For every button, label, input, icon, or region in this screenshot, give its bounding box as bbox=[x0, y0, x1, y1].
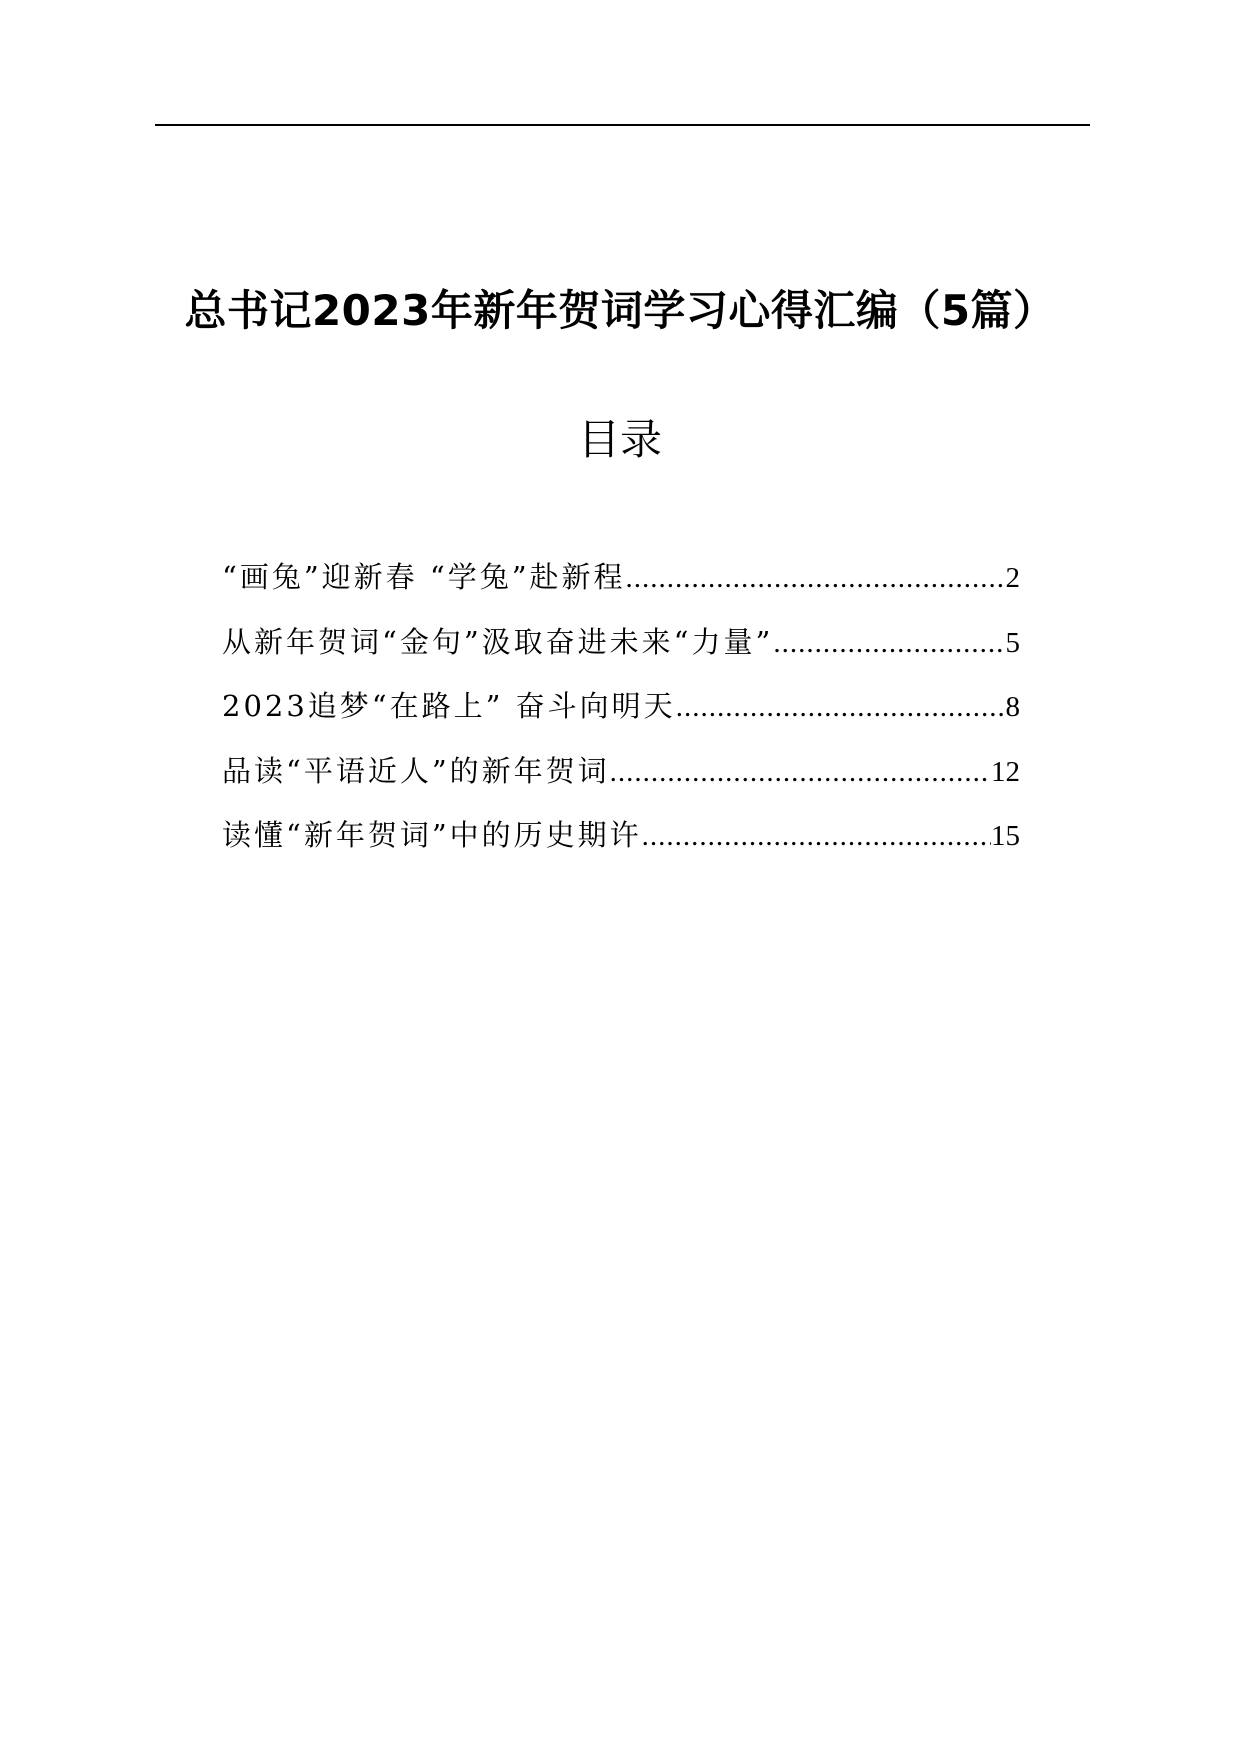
toc-dot-leader bbox=[773, 611, 1005, 676]
toc-entry[interactable] bbox=[222, 739, 1020, 804]
toc-dot-leader bbox=[626, 546, 1006, 611]
toc-entry-page: 5 bbox=[1005, 626, 1020, 659]
toc-entry-page: 8 bbox=[1005, 691, 1020, 723]
document-title: 总书记2023年新年贺词学习心得汇编（5篇） bbox=[184, 286, 1056, 335]
toc-entry[interactable] bbox=[222, 610, 1020, 675]
toc-dot-leader bbox=[642, 804, 991, 869]
toc-entry-page: 2 bbox=[1005, 562, 1020, 594]
toc-entry[interactable] bbox=[222, 803, 1020, 868]
toc-entry[interactable] bbox=[222, 545, 1020, 610]
toc-entry[interactable] bbox=[222, 674, 1020, 739]
table-of-contents bbox=[222, 545, 1020, 868]
toc-entry-page: 15 bbox=[991, 820, 1020, 852]
toc-entry-label: “画兔”迎新春 “学兔”赴新程 bbox=[222, 560, 626, 594]
toc-dot-leader bbox=[676, 675, 1006, 740]
toc-entry-page: 12 bbox=[991, 755, 1020, 788]
toc-heading: 目录 bbox=[577, 415, 662, 464]
header-rule bbox=[155, 124, 1090, 126]
toc-entry-label: 2023追梦“在路上” 奋斗向明天 bbox=[222, 689, 676, 723]
toc-entry-label: 品读“平语近人”的新年贺词 bbox=[222, 753, 610, 788]
toc-entry-label: 从新年贺词“金句”汲取奋进未来“力量” bbox=[222, 624, 774, 659]
toc-entry-label: 读懂“新年贺词”中的历史期许 bbox=[222, 818, 642, 852]
toc-dot-leader bbox=[610, 740, 991, 805]
